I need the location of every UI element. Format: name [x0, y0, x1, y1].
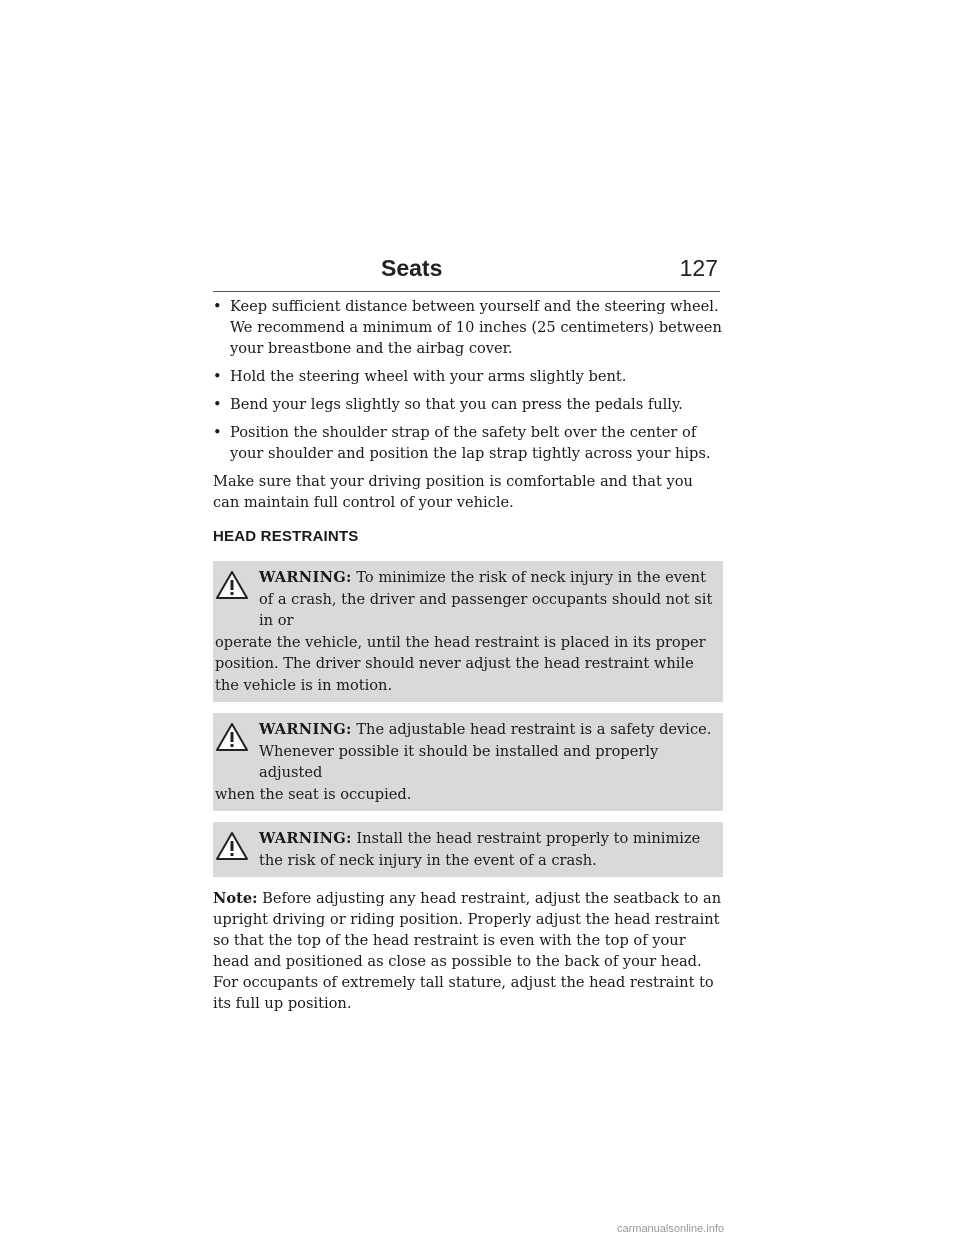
warning-label: WARNING:	[259, 830, 352, 847]
warning-text-continued: when the seat is occupied.	[215, 785, 412, 803]
warning-label: WARNING:	[259, 721, 352, 738]
body-paragraph: Make sure that your driving position is comfortable and that you can maintain full control of your vehicle.	[213, 473, 693, 511]
bullet-glyph: •	[213, 298, 222, 315]
note-text: Before adjusting any head restraint, adjust the seatback to an upright driving or riding position. Properly adjust the head restraint so that the top of the head restraint is even with the top of your head and positioned as close as possible to the back of your head. For occupants of extremely tall stature, adjust the head restraint to its full up position.	[213, 890, 722, 1012]
list-item-text: Keep sufficient distance between yourself and the steering wheel. We recommend a minimum of 10 inches (25 centimeters) between your breastbone and the airbag cover.	[230, 298, 722, 357]
warning-text: To minimize the risk of neck injury in the event of a crash, the driver and passenger occupants should not sit in or	[259, 569, 713, 629]
warning-text-continued: operate the vehicle, until the head restraint is placed in its proper position. The driver should never adjust the head restraint while the vehicle is in motion.	[215, 633, 706, 694]
list-item	[213, 422, 723, 464]
list-item	[213, 296, 723, 359]
list-item	[213, 394, 723, 415]
warning-text: Install the head restraint properly to minimize the risk of neck injury in the event of a crash.	[259, 830, 701, 869]
section-title: Seats	[381, 255, 443, 281]
bullet-list	[213, 296, 723, 464]
note-label: Note:	[213, 890, 258, 907]
warning-box	[213, 822, 723, 877]
warning-triangle-icon	[215, 722, 249, 752]
warning-triangle-icon	[215, 831, 249, 861]
warning-text: The adjustable head restraint is a safety device. Whenever possible it should be installed and properly adjusted	[259, 721, 712, 781]
watermark-footer: carmanualsonline.info	[617, 1223, 725, 1235]
list-item-text: Hold the steering wheel with your arms slightly bent.	[230, 368, 627, 385]
bullet-glyph: •	[213, 424, 222, 441]
page-content	[213, 296, 723, 1022]
bullet-glyph: •	[213, 368, 222, 385]
warning-triangle-icon	[215, 570, 249, 600]
note-paragraph	[213, 888, 723, 1014]
list-item	[213, 366, 723, 387]
section-heading: HEAD RESTRAINTS	[213, 528, 359, 545]
list-item-text: Position the shoulder strap of the safety belt over the center of your shoulder and position the lap strap tightly across your hips.	[230, 424, 711, 462]
warning-label: WARNING:	[259, 569, 352, 586]
page-header	[213, 255, 720, 292]
page-number: 127	[679, 255, 718, 281]
warning-box	[213, 561, 723, 702]
bullet-glyph: •	[213, 396, 222, 413]
list-item-text: Bend your legs slightly so that you can press the pedals fully.	[230, 396, 683, 413]
warning-box	[213, 713, 723, 811]
